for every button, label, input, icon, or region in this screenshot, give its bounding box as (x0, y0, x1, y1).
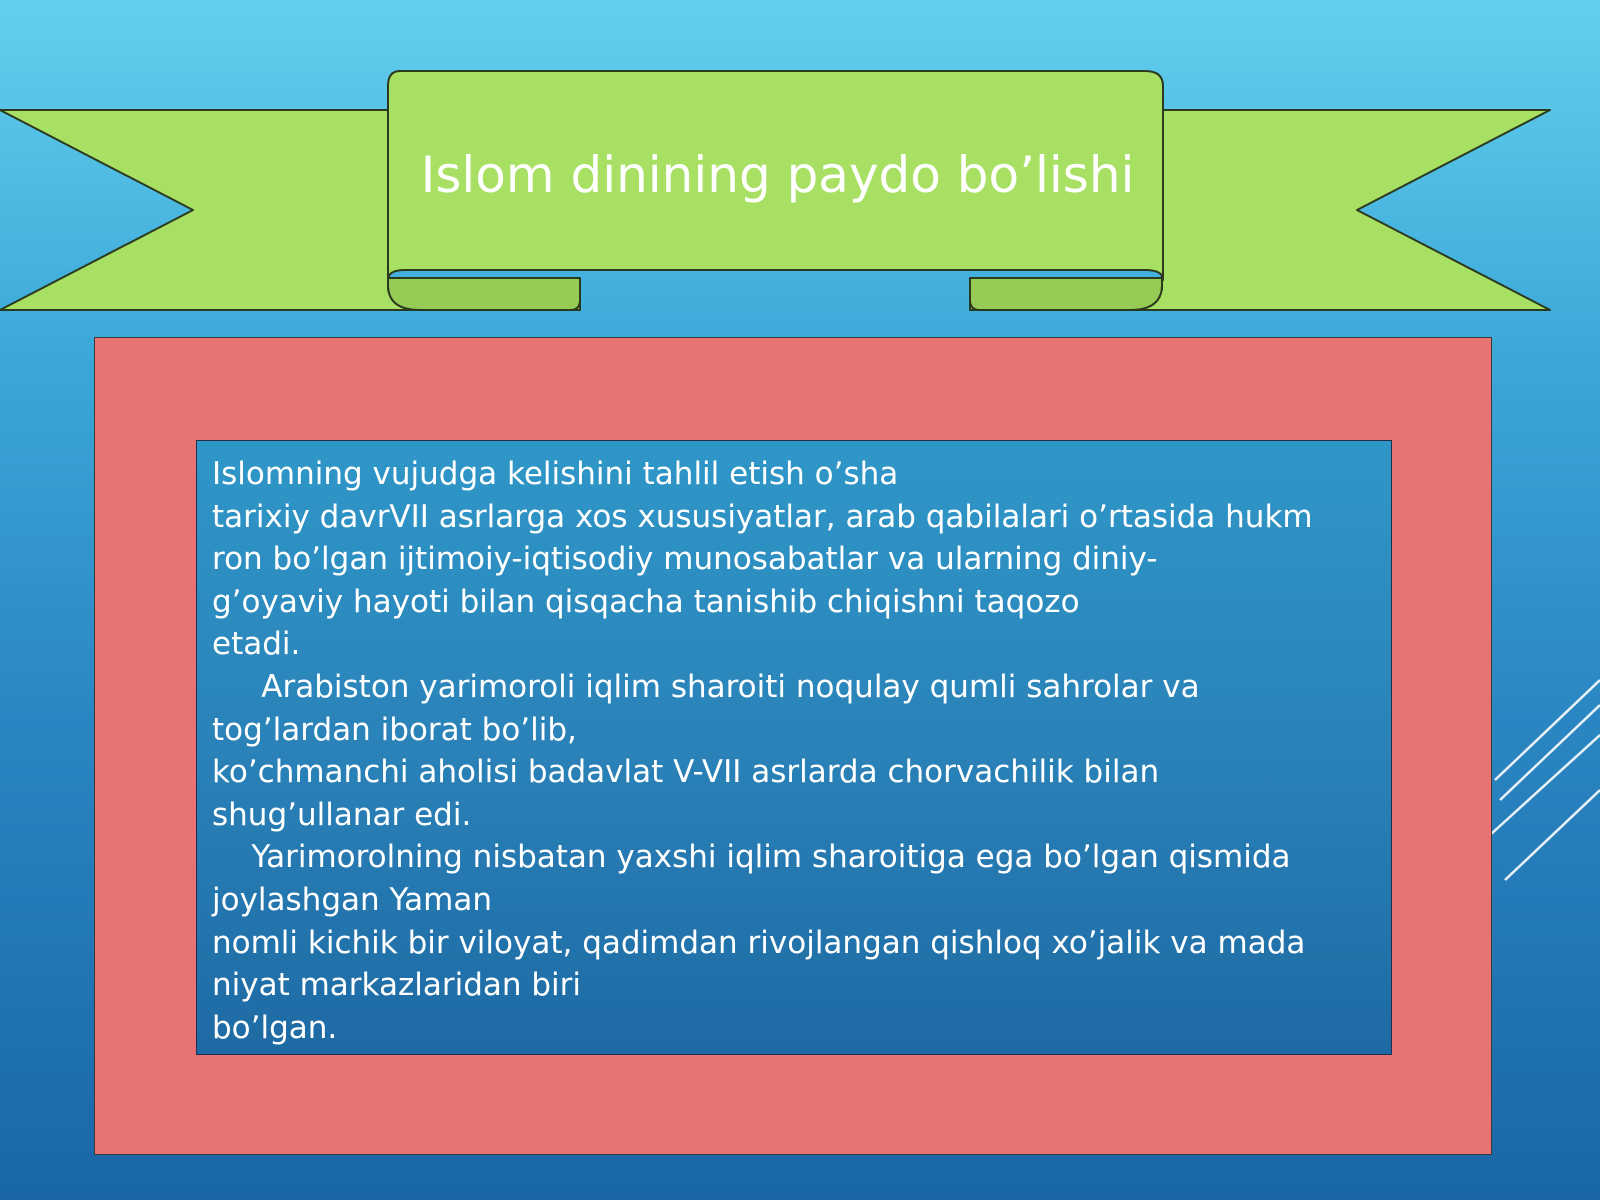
slide-title: Islom dinining paydo bo’lishi (420, 146, 1135, 204)
ribbon-right-fold (970, 278, 1162, 310)
ribbon-left-fold (388, 278, 580, 310)
body-text: Islomning vujudga kelishini tahlil etish o’sha tarixiy davrVII asrlarga xos xususiyatlar, arab qabilalari o’rtasida hukm ron bo’lgan ijtimoiy-iqtisodiy munosabatlar va ularning diniy- g’oyaviy hayoti bilan qisqacha tanishib chiqishni taqozo etadi. Arabiston yarimoroli iqlim sharoiti noqulay qumli sahrolar va tog’lardan iborat bo’lib, ko’chmanchi aholisi badavlat V-VII asrlarda chorvachilik bilan shug’ullanar edi. Yarimorolning nisbatan yaxshi iqlim sharoitiga ega bo’lgan qismida joylashgan Yaman nomli kichik bir viloyat, qadimdan rivojlangan qishloq xo’jalik va mada niyat markazlaridan biri bo’lgan. (212, 456, 1313, 1046)
content-box (196, 440, 1392, 1055)
